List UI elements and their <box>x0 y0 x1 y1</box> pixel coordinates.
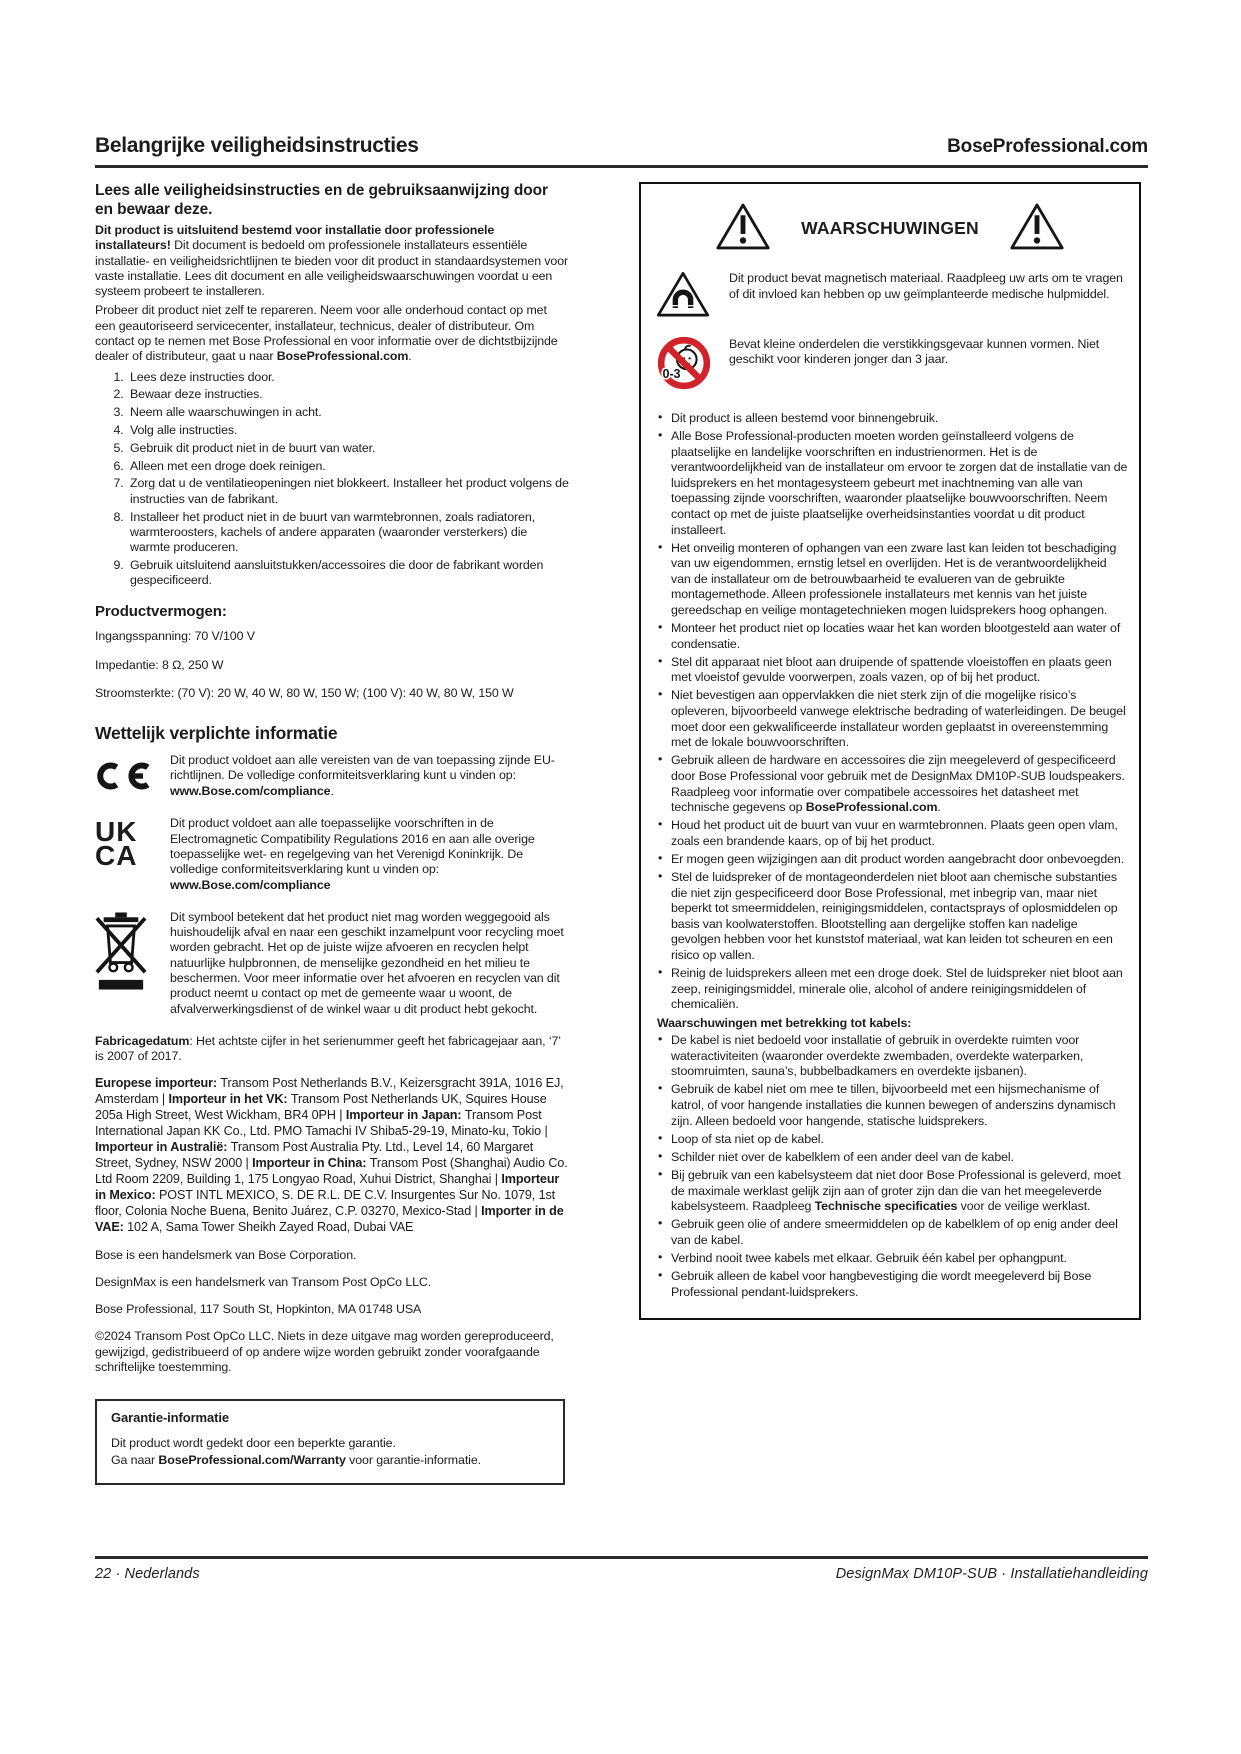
cable-warning-item: • Gebruik alleen de kabel voor hangbevestiging die wordt meegeleverd bij Bose Professional pendant-luidsprekers. <box>657 1269 1128 1300</box>
warning-item: • Er mogen geen wijzigingen aan dit product worden aangebracht door onbevoegden. <box>657 852 1128 868</box>
weee-crossed-bin-icon <box>95 910 155 1021</box>
cable-warning-item: • Verbind nooit twee kabels met elkaar. Gebruik één kabel per ophangpunt. <box>657 1251 1128 1267</box>
ce-mark-icon <box>95 753 155 803</box>
manufacture-date-paragraph: Fabricagedatum: Het achtste cijfer in het serienummer geeft het fabricagejaar aan, ‘7’ is 2007 of 2017. <box>95 1033 561 1064</box>
warning-item: • Alle Bose Professional-producten moeten worden geïnstalleerd volgens de plaatselijke en landelijke voorschriften en industrienormen. Het is de verantwoordelijkheid van de installateur om ervoor te zorgen dat de installatie van de luidsprekers en het montagesysteem gebeurt met inachtneming van alle van toepassing zijnde voorschriften, waaronder plaatselijke bouwvoorschriften. Neem contact op met de juiste plaatselijke overheidsinstanties voordat u dit product installeert. <box>657 429 1128 538</box>
page-footer <box>95 1556 1148 1582</box>
warning-triangle-icon <box>715 201 771 255</box>
importers-paragraph: Europese importeur: Transom Post Netherlands B.V., Keizersgracht 391A, 1016 EJ, Amsterdam | Importeur in het VK: Transom Post Netherlands UK, Squires House 205a High Street, West Wickham, BR4 0PH | Importeur in Japan: Transom Post International Japan KK Co., Ltd. PMO Tamachi IV Shiba5-29-19, Minato-ku, Tokio | Importeur in Australië: Transom Post Australia Pty. Ltd., Level 14, 60 Margaret Street, Sydney, NSW 2000 | Importeur in China: Transom Post (Shanghai) Audio Co. Ltd Room 2209, Building 1, 175 Longyao Road, Xuhui District, Shanghai | Importeur in Mexico: POST INTL MEXICO, S. DE R.L. DE C.V. Insurgentes Sur No. 1079, 1st floor, Colonia Noche Buena, Benito Juárez, C.P. 03270, Mexico-Stad | Importer in de VAE: 102 A, Sama Tower Sheikh Zayed Road, Dubai VAE <box>95 1076 568 1234</box>
magnet-warning-text: Dit product bevat magnetisch materiaal. Raadpleeg uw arts om te vragen of dit invloed kan hebben op uw geïmplanteerde medische hulpmiddel. <box>729 271 1123 301</box>
magnet-warning-row <box>656 270 1124 322</box>
instruction-item: 6. Alleen met een droge doek reinigen. <box>127 459 569 474</box>
brand-site-url: BoseProfessional.com <box>947 136 1148 157</box>
content-columns <box>95 182 1141 1485</box>
weee-text: Dit symbool betekent dat het product niet mag worden weggegooid als huishoudelijk afval en naar een geschikt inzamelpunt voor recycling moet worden gebracht. Het op de juiste wijze afvoeren en recyclen helpt natuurlijke hulpbronnen, de menselijke gezondheid en het milieu te beschermen. Voor meer informatie over het afvoeren en recyclen van dit product neemt u contact op met de gemeente waar u woont, de afvalverwerkingsdienst of de winkel waar u dit product hebt gekocht. <box>170 909 564 1016</box>
warning-item: • Monteer het product niet op locaties waar het kan worden blootgesteld aan water of condensatie. <box>657 621 1128 652</box>
warning-item: • Gebruik alleen de hardware en accessoires die zijn meegeleverd of gespecificeerd door Bose Professional voor gebruik met de DesignMax DM10P-SUB loudspeakers. Raadpleeg voor informatie over compatibele accessoires het datasheet met technische gegevens op BoseProfessional.com. <box>657 753 1128 815</box>
instruction-item: 9. Gebruik uitsluitend aansluitstukken/accessoires die door de fabrikant worden gespecificeerd. <box>127 558 569 589</box>
cable-warning-item: • Bij gebruik van een kabelsysteem dat niet door Bose Professional is geleverd, moet de maximale werklast gelijk zijn aan of groter zijn dan die van het meegeleverde kabelsysteem. Raadpleeg Technische specificaties voor de veilige werklast. <box>657 1168 1128 1215</box>
warning-item: • Dit product is alleen bestemd voor binnengebruik. <box>657 411 1128 427</box>
warning-item: • Reinig de luidsprekers alleen met een droge doek. Stel de luidspreker niet bloot aan zeep, reinigingsmiddel, minerale olie, alcohol of andere reinigingsmiddelen of chemicaliën. <box>657 966 1128 1013</box>
warning-item: • Het onveilig monteren of ophangen van een zware last kan leiden tot beschadiging van uw eigendommen, ernstig letsel en overlijden. Het is de verantwoordelijkheid van de installateur om de betrouwbaarheid te evalueren van de gebruikte montagemethode. Alleen professionele installateurs met kennis van het juiste gereedschap en veilige montagetechnieken mogen luidsprekers hoog ophangen. <box>657 541 1128 619</box>
ukca-mark-icon <box>95 816 155 896</box>
designmax-trademark-line: DesignMax is een handelsmerk van Transom Post OpCo LLC. <box>95 1274 432 1289</box>
copyright-paragraph: ©2024 Transom Post OpCo LLC. Niets in deze uitgave mag worden gereproduceerd, gewijzigd, gedistribueerd of op andere wijze worden gebruikt zonder voorafgaande schriftelijke toestemming. <box>95 1329 554 1375</box>
instruction-item: 4. Volg alle instructies. <box>127 423 569 438</box>
choking-age-label: 0-3 <box>662 366 681 381</box>
instruction-item: 7. Zorg dat u de ventilatieopeningen niet blokkeert. Installeer het product volgens de instructies van de fabrikant. <box>127 476 569 507</box>
instruction-item: 3. Neem alle waarschuwingen in acht. <box>127 405 569 420</box>
cable-warning-item: • Loop of sta niet op de kabel. <box>657 1132 1128 1148</box>
spec-power-taps: Stroomsterkte: (70 V): 20 W, 40 W, 80 W, 150 W; (100 V): 40 W, 80 W, 150 W <box>95 686 514 701</box>
numbered-instructions-list <box>95 370 569 589</box>
spec-input-voltage: Ingangsspanning: 70 V/100 V <box>95 628 255 643</box>
cable-warning-item: • De kabel is niet bedoeld voor installatie of gebruik in overdekte ruimten voor wateractiviteiten (waaronder overdekte zwembaden, overdekte waterparken, stoomruimten, sauna’s, bubbelbadkamers en overdekte ijsbanen). <box>657 1033 1128 1080</box>
instruction-item: 8. Installeer het product niet in de buurt van warmtebronnen, zoals radiatoren, warmteroosters, kachels of andere apparaten (waaronder versterkers) die warmte produceren. <box>127 510 569 556</box>
warnings-header <box>652 201 1128 255</box>
instruction-item: 1. Lees deze instructies door. <box>127 370 569 385</box>
warning-item: • Houd het product uit de buurt van vuur en warmtebronnen. Plaats geen open vlam, zoals een brandende kaars, op of bij het product. <box>657 818 1128 849</box>
ukca-compliance-text: Dit product voldoet aan alle toepasselijke voorschriften in de Electromagnetic Compatibility Regulations 2016 en aan alle overige toepasselijke wet- en regelgeving van het Verenigd Koninkrijk. De volledige conformiteitsverklaring kunt u vinden op: www.Bose.com/compliance <box>170 816 535 892</box>
legal-info-heading: Wettelijk verplichte informatie <box>95 722 338 743</box>
left-column <box>95 182 569 1485</box>
ce-compliance-row <box>95 753 569 803</box>
cable-warning-item: • Schilder niet over de kabelklem of een ander deel van de kabel. <box>657 1150 1128 1166</box>
choking-warning-text: Bevat kleine onderdelen die verstikkingsgevaar kunnen vormen. Niet geschikt voor kinderen jonger dan 3 jaar. <box>729 336 1100 366</box>
address-line: Bose Professional, 117 South St, Hopkinton, MA 01748 USA <box>95 1302 422 1317</box>
warranty-info-box <box>95 1399 565 1485</box>
magnet-warning-icon <box>656 270 712 322</box>
instruction-item: 2. Bewaar deze instructies. <box>127 387 569 402</box>
instruction-item: 5. Gebruik dit product niet in de buurt van water. <box>127 441 569 456</box>
choking-warning-row <box>656 336 1124 396</box>
read-instructions-heading: Lees alle veiligheidsinstructies en de gebruiksaanwijzing door en bewaar deze. <box>95 182 548 218</box>
warranty-line: Dit product wordt gedekt door een beperkte garantie. <box>111 1435 396 1450</box>
cable-warning-item: • Gebruik geen olie of andere smeermiddelen op de kabelklem of op enig ander deel van de kabel. <box>657 1217 1128 1248</box>
warnings-bullet-list <box>652 411 1128 1013</box>
warning-item: • Niet bevestigen aan oppervlakken die niet sterk zijn of die mogelijke risico’s opleveren, bijvoorbeeld vanwege elektrische bedrading of waterleidingen. De beugel moet door een gekwalificeerde installateur worden geplaatst in overeenstemming met de lokale bouwvoorschriften. <box>657 688 1128 750</box>
page-title: Belangrijke veiligheidsinstructies <box>95 134 419 157</box>
footer-document-title: DesignMax DM10P-SUB · Installatiehandleiding <box>835 1566 1148 1582</box>
product-power-heading: Productvermogen: <box>95 602 227 620</box>
ukca-ca-text: CA <box>95 839 138 871</box>
service-paragraph: Probeer dit product niet zelf te repareren. Neem voor alle onderhoud contact op met een geautoriseerd servicecenter, installateur, technicus, dealer of distributeur. Om contact op te nemen met Bose Professional en voor informatie over de dichtstbijzijnde dealer of distributeur, gaat u naar BoseProfessional.com. <box>95 303 558 364</box>
warning-item: • Stel de luidspreker of de montageonderdelen niet bloot aan chemische substanties die niet zijn gespecificeerd door Bose Professional, met inbegrip van, maar niet beperkt tot smeermiddelen, reinigingsmiddelen, contactsprays of oplosmiddelen op basis van koolwaterstoffen. Blootstelling aan dergelijke stoffen kan nadelige gevolgen hebben voor het kunststof materiaal, wat kan leiden tot scheuren en een risico op vallen. <box>657 870 1128 964</box>
cable-warnings-heading: Waarschuwingen met betrekking tot kabels: <box>657 1015 912 1030</box>
ukca-uk-text: UK <box>95 816 138 848</box>
warranty-link-line: Ga naar BoseProfessional.com/Warranty voor garantie-informatie. <box>111 1452 481 1467</box>
bose-trademark-line: Bose is een handelsmerk van Bose Corporation. <box>95 1247 357 1262</box>
weee-row <box>95 910 569 1021</box>
ukca-compliance-row <box>95 816 569 896</box>
footer-page-language: 22 · Nederlands <box>95 1566 200 1582</box>
page-header <box>95 134 1148 168</box>
warning-item: • Stel dit apparaat niet bloot aan druipende of spattende vloeistoffen en plaats geen met vloeistof gevulde voorwerpen, zoals vazen, op of bij het product. <box>657 655 1128 686</box>
cable-warning-item: • Gebruik de kabel niet om mee te tillen, bijvoorbeeld met een hijsmechanisme of katrol, of voor hangende installaties die kunnen bewegen of anderszins dynamisch zijn. Alleen bedoeld voor hangende, statische luidsprekers. <box>657 1082 1128 1129</box>
intro-paragraph: Dit product is uitsluitend bestemd voor installatie door professionele installateurs! Dit document is bedoeld om professionele installateurs essentiële installatie- en veiligheidsrichtlijnen te bieden voor dit product in standaardsystemen voor vaste installatie. Lees dit document en alle veiligheidswaarschuwingen voordat u een systeem probeert te installeren. <box>95 223 569 299</box>
warnings-box <box>639 182 1141 1320</box>
warranty-heading: Garantie-informatie <box>111 1410 230 1426</box>
warnings-title: WAARSCHUWINGEN <box>801 217 979 238</box>
right-column <box>639 182 1141 1485</box>
spec-impedance: Impedantie: 8 Ω, 250 W <box>95 657 224 672</box>
warning-triangle-icon <box>1009 201 1065 255</box>
cable-warnings-list <box>652 1033 1128 1300</box>
ce-compliance-text: Dit product voldoet aan alle vereisten van de van toepassing zijnde EU-richtlijnen. De volledige conformiteitsverklaring kunt u vinden op: www.Bose.com/compliance. <box>170 753 555 798</box>
choking-hazard-icon <box>656 336 712 396</box>
